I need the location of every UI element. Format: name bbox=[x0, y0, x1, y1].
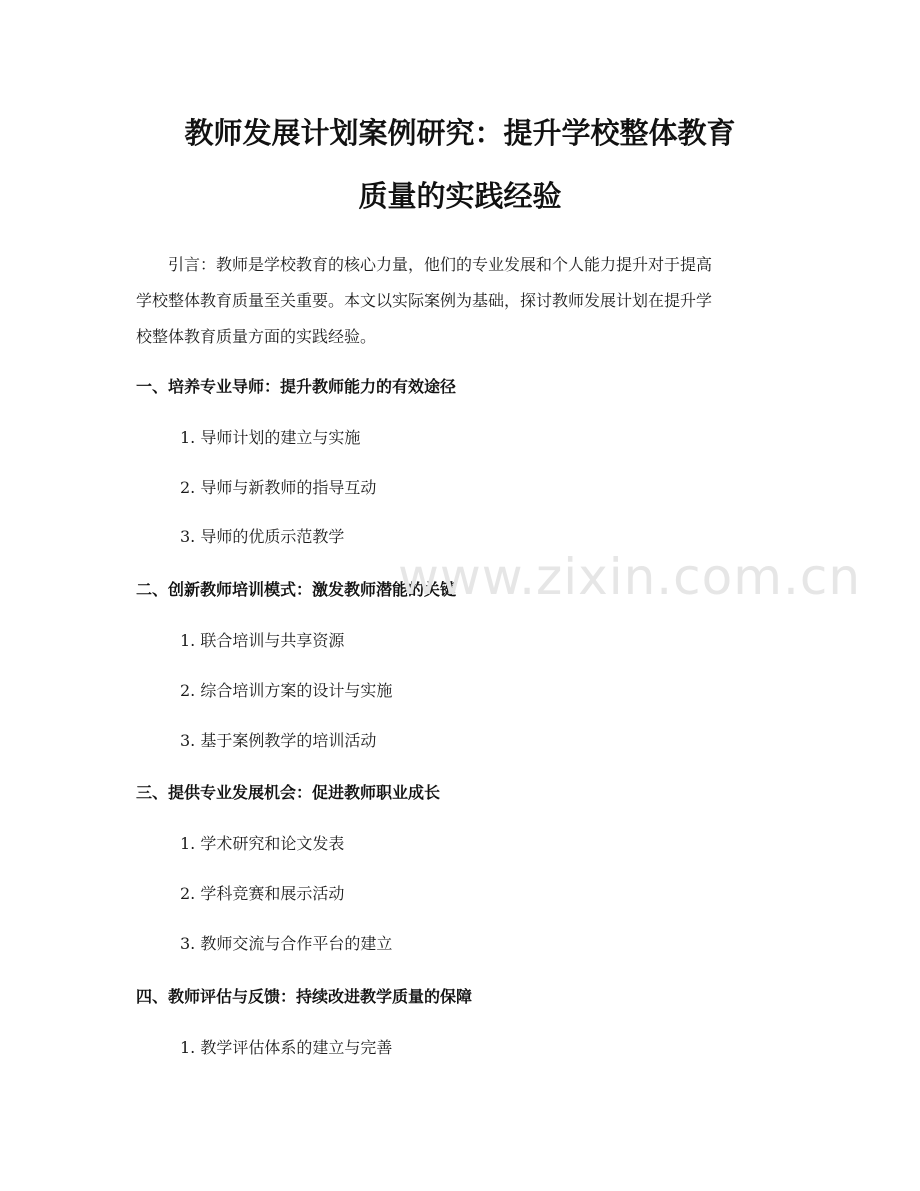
list-item: 2. 导师与新教师的指导互动 bbox=[180, 478, 377, 497]
list-item: 2. 学科竞赛和展示活动 bbox=[180, 884, 345, 903]
intro-line: 校整体教育质量方面的实践经验。 bbox=[136, 327, 377, 346]
section-heading: 一、培养专业导师：提升教师能力的有效途径 bbox=[136, 377, 457, 396]
list-item: 1. 教学评估体系的建立与完善 bbox=[180, 1038, 393, 1057]
list-item: 3. 基于案例教学的培训活动 bbox=[180, 731, 377, 750]
section-heading: 四、教师评估与反馈：持续改进教学质量的保障 bbox=[136, 987, 473, 1006]
watermark: www.zixin.com.cn bbox=[398, 548, 862, 606]
list-item: 3. 教师交流与合作平台的建立 bbox=[180, 934, 393, 953]
section-heading: 三、提供专业发展机会：促进教师职业成长 bbox=[136, 783, 441, 802]
intro-line: 引言：教师是学校教育的核心力量，他们的专业发展和个人能力提升对于提高 bbox=[168, 255, 713, 274]
list-item: 3. 导师的优质示范教学 bbox=[180, 527, 345, 546]
list-item: 1. 学术研究和论文发表 bbox=[180, 834, 345, 853]
intro-line: 学校整体教育质量至关重要。本文以实际案例为基础，探讨教师发展计划在提升学 bbox=[136, 291, 713, 310]
intro-paragraph bbox=[136, 247, 786, 355]
list-item: 2. 综合培训方案的设计与实施 bbox=[180, 681, 393, 700]
document-title-line-2: 质量的实践经验 bbox=[358, 179, 562, 213]
document-title-line-1: 教师发展计划案例研究：提升学校整体教育 bbox=[184, 116, 736, 150]
list-item: 1. 导师计划的建立与实施 bbox=[180, 428, 361, 447]
section-heading: 二、创新教师培训模式：激发教师潜能的关键 bbox=[136, 580, 457, 599]
list-item: 1. 联合培训与共享资源 bbox=[180, 631, 345, 650]
